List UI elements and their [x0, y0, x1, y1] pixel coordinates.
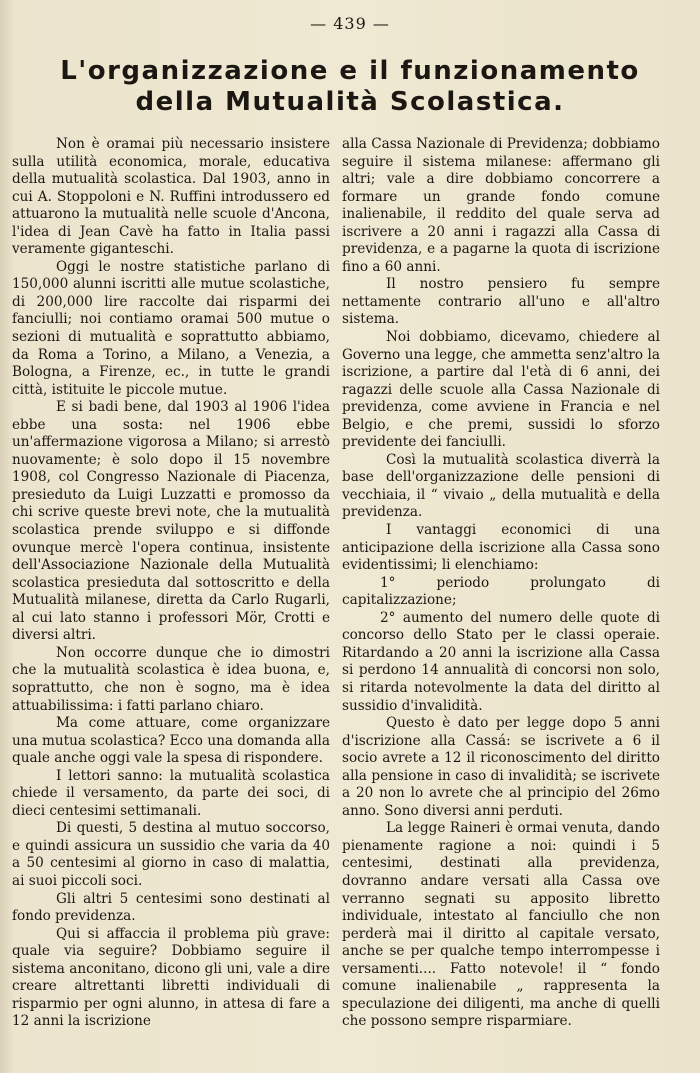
paragraph: Non occorre dunque che io dimostri che la mutualità scolastica è idea buona, e, soprattutto, che non è sogno, ma è idea attuabilissima: i fatti parlano chiaro.	[12, 644, 330, 714]
paragraph: Di questi, 5 destina al mutuo soccorso, e quindi assicura un sussidio che varia da 40 a 50 centesimi al giorno in caso di malattia, ai suoi piccoli soci.	[12, 820, 330, 889]
page-number: — 439 —	[310, 14, 390, 33]
paragraph: La legge Raineri è ormai venuta, dando pienamente ragione a noi: quindi i 5 centesimi, destinati alla previdenza, dovranno andare versati alla Cassa ove verranno segnati su apposito libretto individuale, intestato al fanciullo che non perderà mai il diritto al capitale versato, anche se per qualche tempo interrompesse i versamenti.... Fatto notevole! il “ fondo comune inalienabile „ rappresenta la speculazione dei diligenti, ma anche di quelli che possono sempre risparmiare.	[342, 820, 660, 1030]
list-item: 1° periodo prolungato di capitalizzazione;	[342, 574, 660, 609]
paragraph: alla Cassa Nazionale di Previdenza; dobbiamo seguire il sistema milanese: affermano gli altri; vale a dire dobbiamo concorrere a formare un grande fondo comune inalienabile, il reddito del quale serva ad iscrivere a 20 anni i ragazzi alla Cassa di previdenza, e a pagarne la quota di iscrizione fino a 60 anni.	[342, 136, 660, 275]
paragraph: Il nostro pensiero fu sempre nettamente contrario all'uno e all'altro sistema.	[342, 276, 660, 328]
list-item: 2° aumento del numero delle quote di concorso dello Stato per le classi operaie. Ritardando a 20 anni la iscrizione alla Cassa si perdono 14 annualità di concorsi non solo, si ritarda notevolmente la data del diritto al sussidio d'invalidità.	[342, 609, 660, 714]
left-column	[12, 136, 330, 1031]
paragraph: Questo è dato per legge dopo 5 anni d'iscrizione alla Cassá: se iscrivete a 6 il socio avrete a 12 il riconoscimento del diritto alla pensione in caso di invalidità; se iscrivete a 20 non lo avrete che al principio del 26mo anno. Sono diversi anni perduti.	[342, 715, 660, 819]
paragraph: E si badi bene, dal 1903 al 1906 l'idea ebbe una sosta: nel 1906 ebbe un'affermazione vigorosa a Milano; si arrestò nuovamente; è solo dopo il 15 novembre 1908, col Congresso Nazionale di Piacenza, presieduto da Luigi Luzzatti e promosso da chi scrive queste brevi note, che la mutualità scolastica prende sviluppo e si diffonde ovunque mercè l'opera continua, insistente dell'Associazione Nazionale della Mutualità scolastica presieduta dal sottoscritto e della Mutualità milanese, diretta da Carlo Rugarli, al cui lato stanno i professori Mör, Crotti e diversi altri.	[12, 399, 330, 644]
paragraph: Così la mutualità scolastica diverrà la base dell'organizzazione delle pensioni di vecchiaia, il “ vivaio „ della mutualità e della previdenza.	[342, 451, 660, 521]
paragraph: I vantaggi economici di una anticipazione della iscrizione alla Cassa sono evidentissimi; li elenchiamo:	[342, 522, 660, 574]
paragraph: Noi dobbiamo, dicevamo, chiedere al Governo una legge, che ammetta senz'altro la iscrizione, a partire dal l'età di 6 anni, dei ragazzi delle scuole alla Cassa Nazionale di previdenza, come avviene in Francia e nel Belgio, e che premi, sussidi lo sforzo previdente dei fanciulli.	[342, 329, 660, 451]
paragraph: I lettori sanno: la mutualità scolastica chiede il versamento, da parte dei soci, di dieci centesimi settimanali.	[12, 767, 330, 819]
paragraph: Ma come attuare, come organizzare una mutua scolastica? Ecco una domanda alla quale anche oggi vale la spesa di rispondere.	[12, 715, 330, 767]
paragraph: Gli altri 5 centesimi sono destinati al fondo previdenza.	[12, 890, 330, 925]
paragraph: Non è oramai più necessario insistere sulla utilità economica, morale, educativa della mutualità scolastica. Dal 1903, anno in cui A. Stoppoloni e N. Ruffini introdussero ed attuarono la mutualità nelle scuole d'Ancona, l'idea di Jean Cavè ha fatto in Italia passi veramente giganteschi.	[12, 136, 330, 258]
paragraph: Qui si affaccia il problema più grave: quale via seguire? Dobbiamo seguire il sistema anconitano, dicono gli uni, vale a dire creare altrettanti libretti individuali di risparmio per ogni alunno, in attesa di fare a 12 anni la iscrizione	[12, 925, 330, 1030]
article-title: L'organizzazione e il funzionamento della Mutualità Scolastica.	[60, 56, 640, 117]
paragraph: Oggi le nostre statistiche parlano di 150,000 alunni iscritti alle mutue scolastiche, di 200,000 lire raccolte dai risparmi dei fanciulli; noi contiamo oramai 500 mutue o sezioni di mutualità e soprattutto abbiamo, da Roma a Torino, a Milano, a Venezia, a Bologna, a Firenze, ec., in tutte le grandi città, istituite le piccole mutue.	[12, 258, 330, 398]
right-column	[342, 136, 660, 1031]
